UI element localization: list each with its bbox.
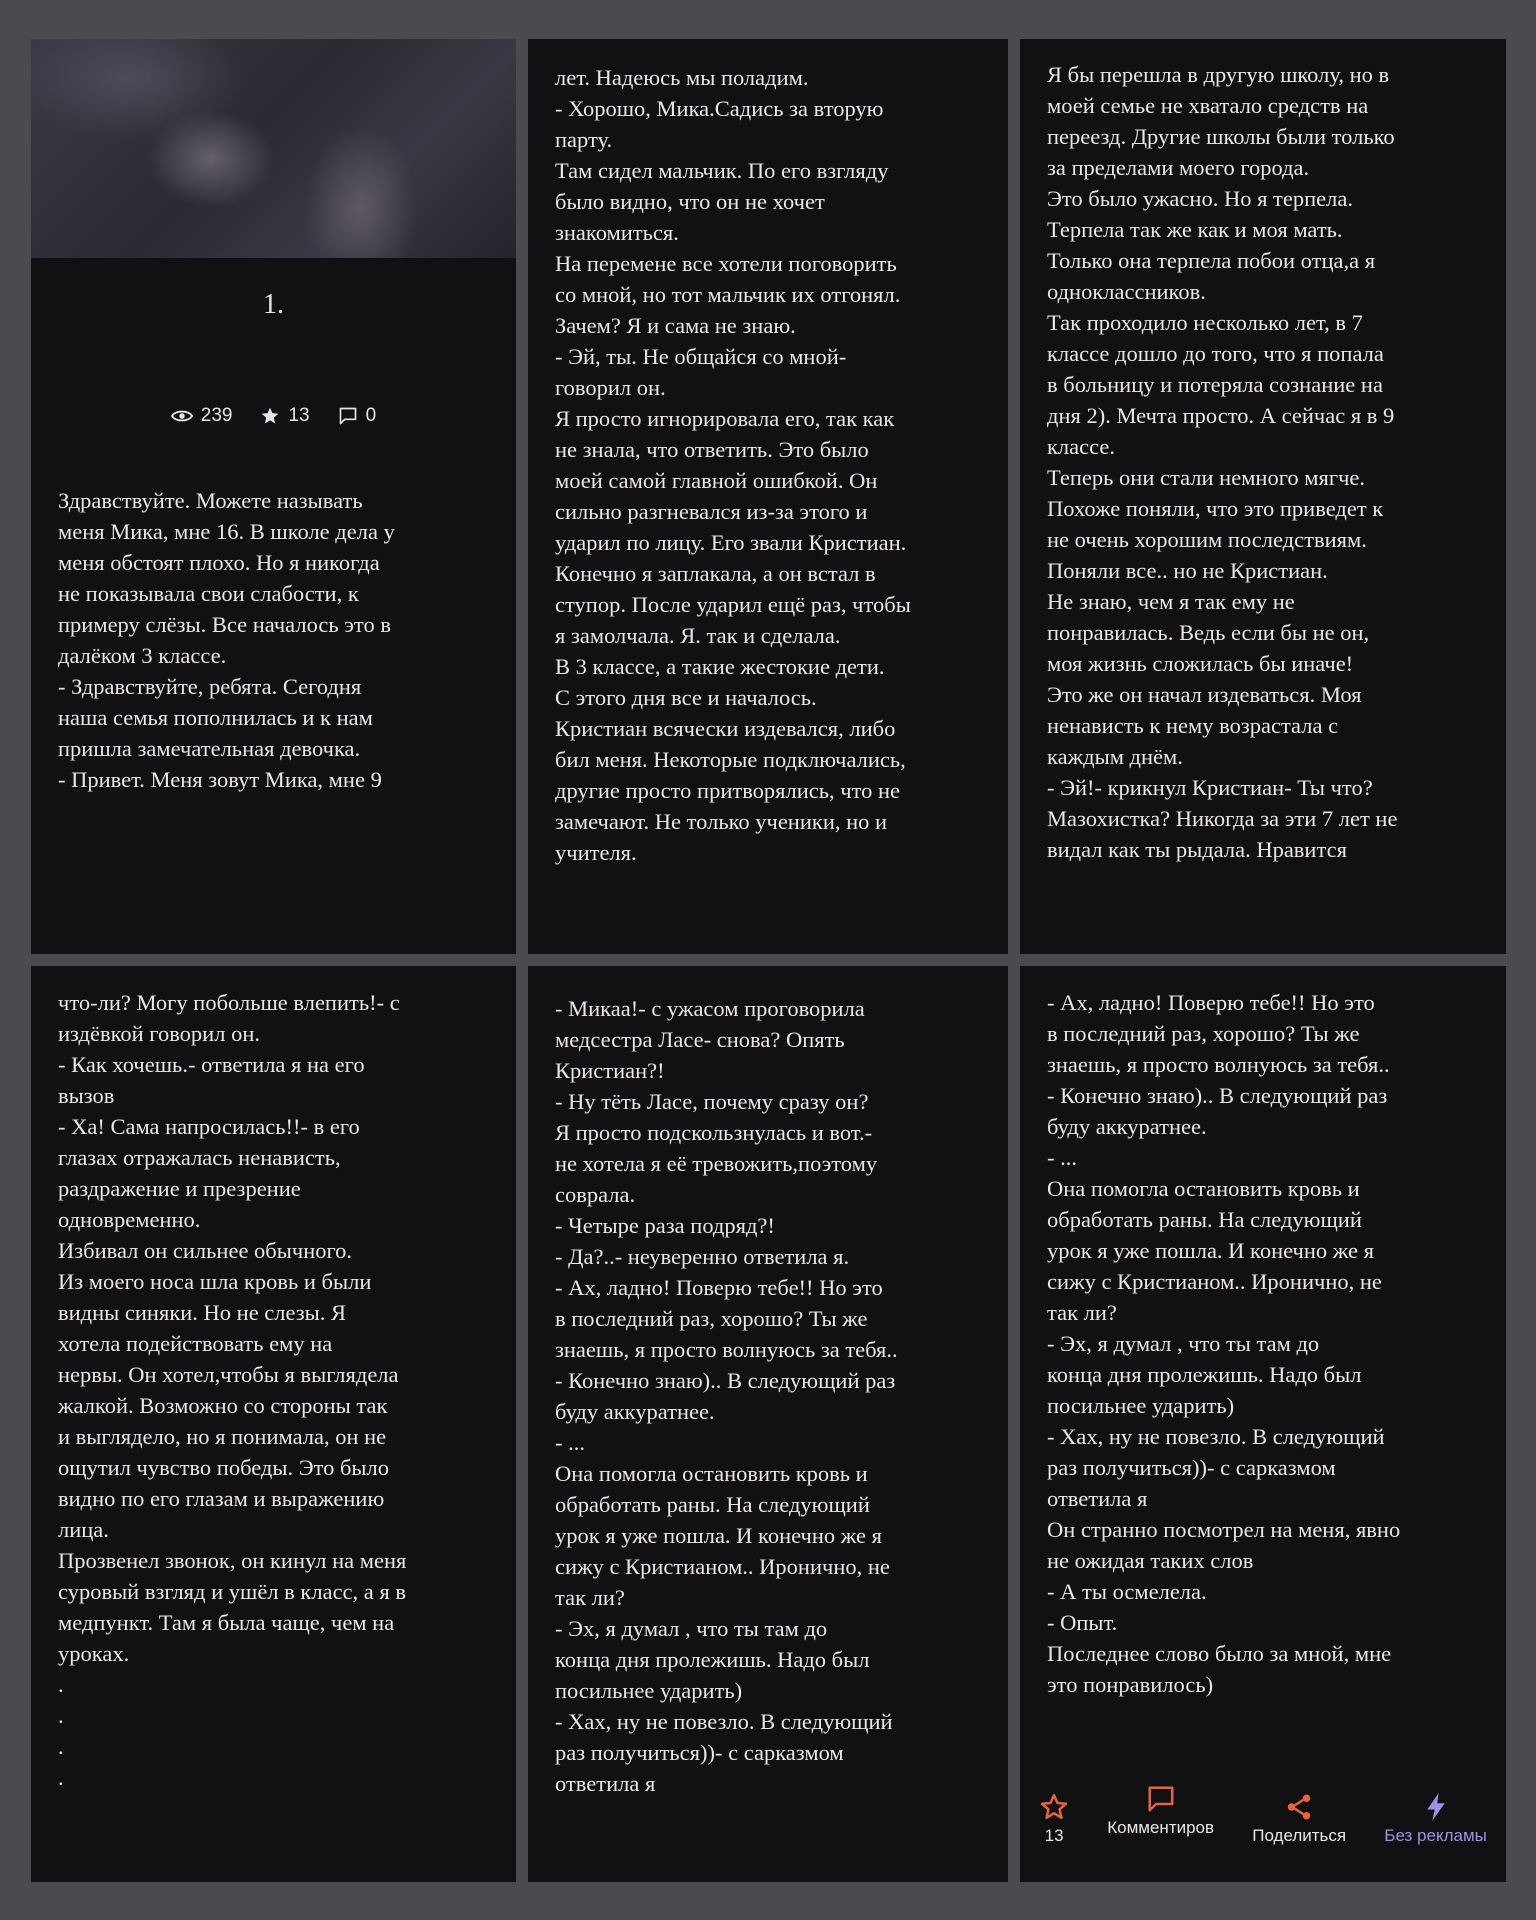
reader-page-4 (31, 966, 516, 1882)
views-count: 239 (200, 405, 233, 426)
reader-page-2 (528, 39, 1008, 954)
comments-count: 0 (365, 405, 377, 426)
chapter-title: 1. (263, 289, 284, 320)
comments-stat (338, 405, 377, 427)
page-text: Здравствуйте. Можете называть меня Мика, мне 16. В школе дела у меня обстоят плохо. Но я никогда не показывала свои слабости, к примеру слёзы. Все началось это в далёком 3 классе. - Здравствуйте, ребята. Сегодня наша семья пополнилась и к нам пришла замечательная девочка. - Привет. Меня зовут Мика, мне 9 (58, 488, 395, 792)
page-text: лет. Надеюсь мы поладим. - Хорошо, Мика.Садись за вторую парту. Там сидел мальчик. По его взгляду было видно, что он не хочет знакомиться. На перемене все хотели поговорить со мной, но тот мальчик их отгонял. Зачем? Я и сама не знаю. - Эй, ты. Не общайся со мной- говорил он. Я просто игнорировала его, так как не знала, что ответить. Это было моей самой главной ошибкой. Он сильно разгневался из-за этого и ударил по лицу. Его звали Кристиан. Конечно я заплакала, а он встал в ступор. После ударил ещё раз, чтобы я замолчала. Я. так и сделала. В 3 классе, а такие жестокие дети. С этого дня все и началось. Кристиан всячески издевался, либо бил меня. Некоторые подключались, другие просто притворялись, что не замечают. Не только ученики, но и учителя. (555, 65, 911, 865)
eye-icon (171, 408, 193, 424)
star-outline-icon (1039, 1792, 1069, 1822)
rate-star-button[interactable] (1039, 1770, 1069, 1846)
comments-label: Комментиров (1107, 1818, 1215, 1837)
page-text: Я бы перешла в другую школу, но в моей семье не хватало средств на переезд. Другие школы были только за пределами моего города. Это было ужасно. Но я терпела. Терпела так же как и моя мать. Только она терпела побои отца,а я одноклассников. Так проходило несколько лет, в 7 классе дошло до того, что я попала в больницу и потеряла сознание на дня 2). Мечта просто. А сейчас я в 9 классе. Теперь они стали немного мягче. Похоже поняли, что это приведет к не очень хорошим последствиям. Поняли все.. но не Кристиан. Не знаю, чем я так ему не понравилась. Ведь если бы не он, моя жизнь сложилась бы иначе! Это же он начал издеваться. Моя ненависть к нему возрастала с каждым днём. - Эй!- крикнул Кристиан- Ты что? Мазохистка? Никогда за эти 7 лет не видал как ты рыдала. Нравится (1047, 62, 1398, 862)
star-icon (260, 406, 280, 426)
views-stat (171, 405, 233, 427)
reader-page-1 (31, 39, 516, 954)
lightning-icon (1421, 1792, 1451, 1822)
page-text: - Микаа!- с ужасом проговорила медсестра Ласе- снова? Опять Кристиан?! - Ну тёть Ласе, почему сразу он? Я просто подскользнулась и вот.- не хотела я её тревожить,поэтому соврала. - Четыре раза подряд?! - Да?..- неуверенно ответила я. - Ах, ладно! Поверю тебе!! Но это в последний раз, хорошо? Ты же знаешь, я просто волнуюсь за тебя.. - Конечно знаю).. В следующий раз буду аккуратнее. - ... Она помогла остановить кровь и обработать раны. На следующий урок я уже пошла. И конечно же я сижу с Кристианом.. Иронично, не так ли? - Эх, я думал , что ты там до конца дня пролежишь. Надо был посильнее ударить) - Хах, ну не повезло. В следующий раз получиться))- с сарказмом ответила я (555, 996, 898, 1796)
comment-bubble-icon (1146, 1784, 1176, 1814)
page-text: - Ах, ладно! Поверю тебе!! Но это в последний раз, хорошо? Ты же знаешь, я просто волнуюсь за тебя.. - Конечно знаю).. В следующий раз буду аккуратнее. - ... Она помогла остановить кровь и обработать раны. На следующий урок я уже пошла. И конечно же я сижу с Кристианом.. Иронично, не так ли? - Эх, я думал , что ты там до конца дня пролежишь. Надо был посильнее ударить) - Хах, ну не повезло. В следующий раз получиться))- с сарказмом ответила я Он странно посмотрел на меня, явно не ожидая таких слов - А ты осмелела. - Опыт. Последнее слово было за мной, мне это понравилось) (1047, 990, 1401, 1697)
share-button[interactable] (1252, 1770, 1346, 1846)
stars-count: 13 (288, 405, 310, 426)
share-icon (1284, 1792, 1314, 1822)
chapter-cover-image (31, 39, 516, 258)
star-count: 13 (1044, 1826, 1064, 1845)
no-ads-label: Без рекламы (1384, 1826, 1487, 1845)
comment-icon (338, 406, 358, 426)
comments-button[interactable] (1107, 1770, 1214, 1838)
page-text: что-ли? Могу побольше влепить!- с издёвкой говорил он. - Как хочешь.- ответила я на его вызов - Ха! Сама напросилась!!- в его глазах отражалась ненависть, раздражение и презрение одновременно. Избивал он сильнее обычного. Из моего носа шла кровь и были видны синяки. Но не слезы. Я хотела подействовать ему на нервы. Он хотел,чтобы я выглядела жалкой. Возможно со стороны так и выглядело, но я понимала, он не ощутил чувство победы. Это было видно по его глазам и выражению лица. Прозвенел звонок, он кинул на меня суровый взгляд и ушёл в класс, а я в медпункт. Там я была чаще, чем на уроках. . . . . (58, 990, 407, 1790)
reader-page-5 (528, 966, 1008, 1882)
chapter-stats (31, 405, 516, 427)
share-label: Поделиться (1252, 1826, 1347, 1845)
reader-page-6 (1020, 966, 1506, 1882)
chapter-action-bar (1020, 1770, 1506, 1882)
reader-page-3 (1020, 39, 1506, 954)
stars-stat (260, 405, 309, 427)
no-ads-button[interactable] (1384, 1770, 1487, 1846)
